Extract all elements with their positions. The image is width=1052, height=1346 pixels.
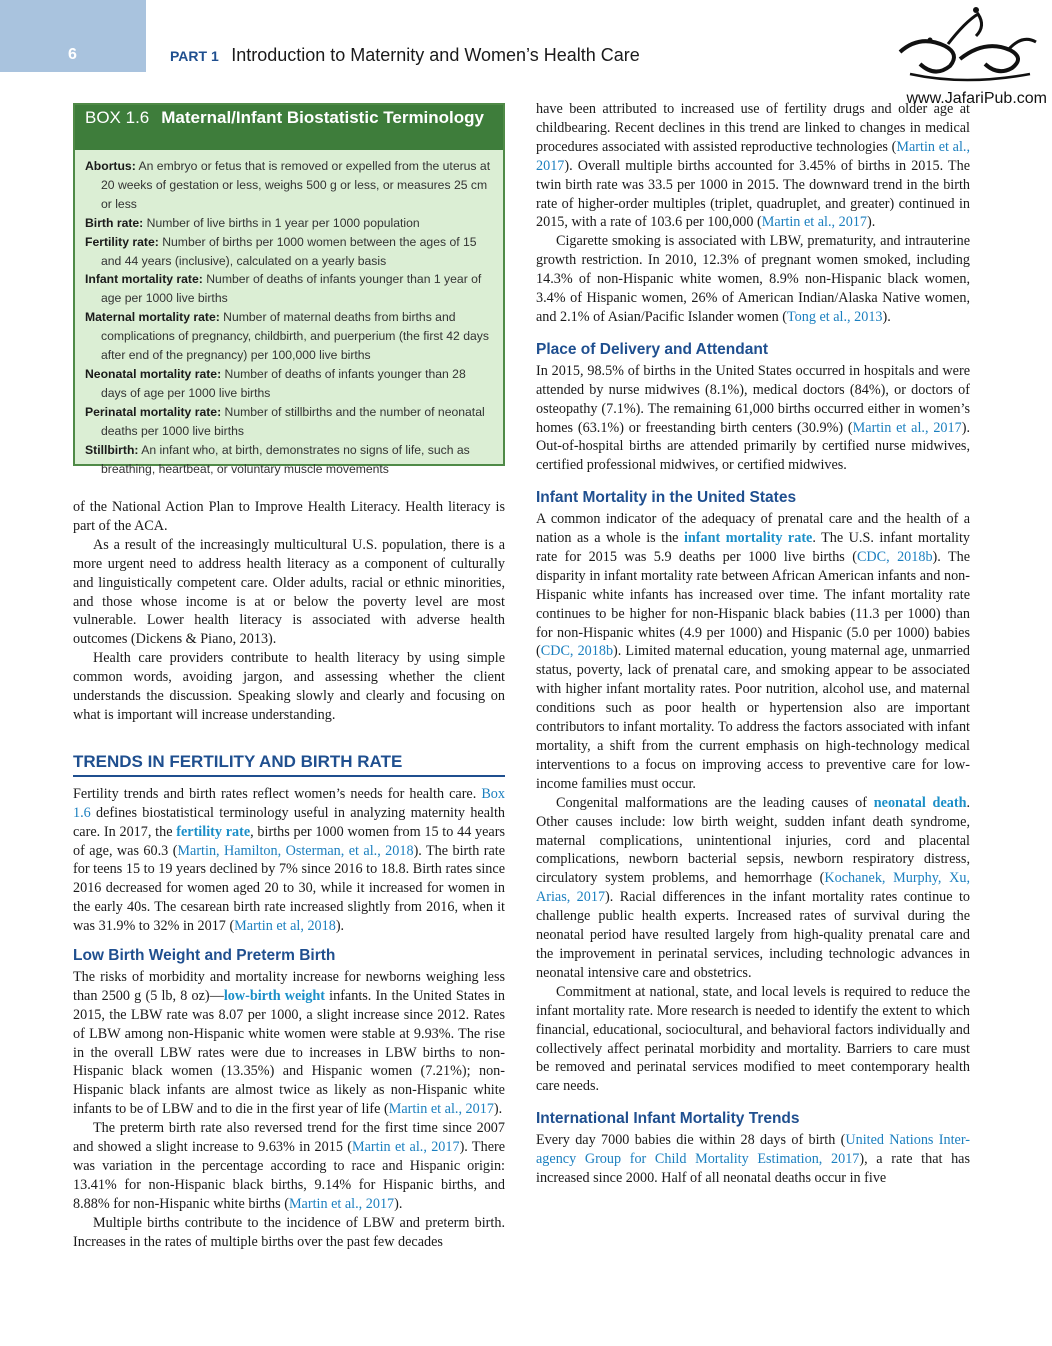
publisher-logo xyxy=(882,4,1047,110)
definition-item xyxy=(85,365,493,403)
definition-term: Neonatal mortality rate: xyxy=(85,366,222,381)
chapter-title: Introduction to Maternity and Women’s Health Care xyxy=(231,45,640,65)
subsection-heading: Low Birth Weight and Preterm Birth xyxy=(73,947,336,965)
definition-item xyxy=(85,441,493,479)
citation-link[interactable]: Tong et al., 2013 xyxy=(786,308,883,325)
box-title: Maternal/Infant Biostatistic Terminology xyxy=(161,108,484,127)
definition-item xyxy=(85,214,493,233)
page-number: 6 xyxy=(68,46,77,63)
paragraph: Health care providers contribute to health literacy by using simple common words, avoiding jargon, and assessing whether the client understands the discussion. Speaking slowly and clearly and focusing on what is important will increase understanding. xyxy=(73,650,505,723)
paragraph: Every day 7000 babies die within 28 days of birth (United Nations Inter-agency Group for Child Mortality Estimation, 2017), a rate that has increased since 2000. Half of all neonatal deaths occur in five xyxy=(536,1132,970,1186)
definition-text: Number of births per 1000 women between the ages of 15 and 44 years (inclusive), calculated on a yearly basis xyxy=(101,234,477,268)
glossary-term-link[interactable]: fertility rate xyxy=(176,823,251,840)
box-body xyxy=(75,150,503,478)
calligraphy-logo-icon xyxy=(890,4,1040,86)
box-reference-link[interactable]: Box 1.6 xyxy=(73,785,505,821)
citation-link[interactable]: United Nations Inter-agency Group for Child Mortality Estimation, 2017 xyxy=(536,1132,970,1168)
paragraph: Multiple births contribute to the incidence of LBW and preterm birth. Increases in the rates of multiple births over the past few decades xyxy=(73,1214,505,1250)
glossary-term-link[interactable]: infant mortality rate xyxy=(683,530,813,547)
logo-url: www.JafariPub.com xyxy=(906,90,1047,107)
glossary-term-link[interactable]: neonatal death xyxy=(873,794,967,811)
paragraph: As a result of the increasingly multicultural U.S. population, there is a more urgent need to address health literacy as a component of culturally and linguistically competent care. Older adults, racial or ethnic minorities, and those whose income is at or below the poverty level are most vulnerable. Lower health literacy is associated with adverse health outcomes (Dickens & Piano, 2013). xyxy=(73,536,505,648)
subsection-heading: International Infant Mortality Trends xyxy=(536,1110,800,1128)
definition-text: An infant who, at birth, demonstrates no signs of life, such as breathing, heartbeat, or voluntary muscle movements xyxy=(101,442,470,476)
paragraph: have been attributed to increased use of fertility drugs and older age at childbearing. Recent declines in this trend are linked to changes in medical procedures associated with assisted reproductive technologies (Martin et al., 2017). Overall multiple births accounted for 3.45% of births in 2015. The twin birth rate was 33.5 per 1000 in 2015. The downward trend in the birth rate of higher-order multiples (triplet, quadruplet, and greater) continued in 2015, with a rate of 103.6 per 100,000 (Martin et al., 2017). xyxy=(536,101,970,231)
paragraph: Cigarette smoking is associated with LBW, prematurity, and intrauterine growth restriction. In 2010, 12.3% of pregnant women smoked, including 14.3% of non-Hispanic white women, 8.9% non-Hispanic black women, 3.4% of Hispanic women, 26% of American Indian/Alaska Native women, and 2.1% of Asian/Pacific Islander women (Tong et al., 2013). xyxy=(536,233,970,325)
citation-link[interactable]: Martin et al., 2017 xyxy=(761,214,867,231)
glossary-term-link[interactable]: low-birth weight xyxy=(223,987,325,1004)
box-header xyxy=(75,105,503,150)
terminology-box xyxy=(73,103,505,476)
citation-link[interactable]: CDC, 2018b xyxy=(540,643,614,660)
subsection-heading: Infant Mortality in the United States xyxy=(536,489,797,507)
part-label: PART 1 xyxy=(170,48,219,64)
citation-link[interactable]: Martin et al., 2017 xyxy=(388,1101,494,1118)
definition-term: Infant mortality rate: xyxy=(85,272,203,287)
right-column xyxy=(536,100,970,1188)
definition-term: Birth rate: xyxy=(85,215,144,230)
definition-text: Number of maternal deaths from births and complications of pregnancy, childbirth, and puerperium (the first 42 days after end of the pregnancy) per 100,000 live births xyxy=(101,310,489,363)
citation-link[interactable]: Kochanek, Murphy, Xu, Arias, 2017 xyxy=(536,870,970,906)
definition-term: Fertility rate: xyxy=(85,234,159,249)
paragraph: Commitment at national, state, and local levels is required to reduce the infant mortality rate. More research is needed to identify the extent to which financial, educational, sociocultural, and behavioral factors individually and collectively affect perinatal morbidity and mortality. Barriers to care must be removed and perinatal services modified to meet contemporary health care needs. xyxy=(536,983,970,1095)
paragraph: of the National Action Plan to Improve Health Literacy. Health literacy is part of the ACA. xyxy=(73,499,505,534)
citation-link[interactable]: Martin et al, 2018 xyxy=(234,918,336,935)
paragraph: In 2015, 98.5% of births in the United States occurred in hospitals and were attended by nurse midwives (8.1%), medical doctors (84%), or doctors of osteopathy (7.1%). The remaining 61,000 births occurred either in women’s homes (63.1%) or freestanding birth centers (30.9%) (Martin et al., 2017). Out-of-hospital births are attended primarily by certified nurse midwives, certified professional midwives, or certified midwives. xyxy=(536,362,970,474)
citation-link[interactable]: Martin et al., 2017 xyxy=(536,138,970,174)
paragraph: Congenital malformations are the leading causes of neonatal death. Other causes include: low birth weight, sudden infant death syndrome, maternal complications, unintentional injuries, cord and placental complications, newborn bacterial sepsis, newborn respiratory distress, circulatory system problems, and hemorrhage (Kochanek, Murphy, Xu, Arias, 2017). Racial differences in the infant mortality rates continue to challenge public health experts. Increased rates of survival during the neonatal period have resulted largely from high-quality prenatal care and the improvement in perinatal services, including technologic advances in neonatal intensive care and obstetrics. xyxy=(536,794,971,981)
citation-link[interactable]: Martin et al., 2017 xyxy=(288,1195,395,1212)
box-label: BOX 1.6 xyxy=(85,108,150,127)
definition-item xyxy=(85,403,493,441)
citation-link[interactable]: Martin, Hamilton, Osterman, et al., 2018 xyxy=(177,842,414,859)
paragraph: The risks of morbidity and mortality increase for newborns weighing less than 2500 g (5 lb, 8 oz)—low-birth weight infants. In the United States in 2015, the LBW rate was 8.07 per 1000, a slight increase since 2012. Rates of LBW among non-Hispanic white women were stable at 9.93%. The rise in the overall LBW rates were due to increases in LBW births to non-Hispanic black women (13.35%) and Hispanic women (7.21%); non-Hispanic black infants are almost twice as likely as non-Hispanic white infants to be of LBW and to die in the first year of life (Martin et al., 2017). xyxy=(73,968,505,1118)
definition-item xyxy=(85,308,493,365)
definition-term: Stillbirth: xyxy=(85,442,139,457)
paragraph: Fertility trends and birth rates reflect women’s needs for health care. Box 1.6 defines biostatistical terminology useful in analyzing maternity health care. In 2017, the fertility rate, births per 1000 women from 15 to 44 years of age, was 60.3 (Martin, Hamilton, Osterman, et al., 2018). The birth rate for teens 15 to 19 years declined by 7% since 2016 to 18.8. Birth rates since 2016 decreased for women aged 20 to 30, while it increased for women in the early 40s. The cesarean birth rate increased slightly from 2016, when it was 31.9% to 32% in 2017 (Martin et al, 2018). xyxy=(73,785,505,935)
definition-item xyxy=(85,270,493,308)
section-heading: TRENDS IN FERTILITY AND BIRTH RATE xyxy=(73,753,505,777)
definition-text: Number of deaths of infants younger than 1 year of age per 1000 live births xyxy=(101,272,482,306)
page-number-tab xyxy=(0,0,146,72)
running-head xyxy=(170,45,640,66)
citation-link[interactable]: CDC, 2018b xyxy=(856,548,933,565)
definition-text: An embryo or fetus that is removed or expelled from the uterus at 20 weeks of gestation or less, weighs 500 g or less, or measures 25 cm or less xyxy=(101,159,491,211)
left-column xyxy=(73,498,505,1252)
citation-link[interactable]: Martin et al., 2017 xyxy=(352,1139,460,1156)
definition-text: Number of live births in 1 year per 1000 population xyxy=(146,215,420,230)
definition-term: Perinatal mortality rate: xyxy=(85,404,222,419)
definition-term: Abortus: xyxy=(85,159,136,173)
definition-item xyxy=(85,157,493,214)
definition-text: Number of stillbirths and the number of neonatal deaths per 1000 live births xyxy=(101,404,485,438)
definition-term: Maternal mortality rate: xyxy=(85,310,220,325)
paragraph: A common indicator of the adequacy of prenatal care and the health of a nation as a whole is the infant mortality rate. The U.S. infant mortality rate for 2015 was 5.9 deaths per 1000 live births (CDC, 2018b). The disparity in infant mortality rate between African American infants and non-Hispanic white infants has increased over time. The infant mortality rate continues to be higher for non-Hispanic black babies (11.3 per 1000) than for non-Hispanic whites (4.9 per 1000) and Hispanic (5.0 per 1000) babies (CDC, 2018b). Limited maternal education, young maternal age, unmarried status, poverty, lack of prenatal care, and smoking appear to be associated with higher infant mortality rates. Poor nutrition, alcohol use, and maternal conditions such as poor health or hypertension also are important contributors to infant mortality. To address the factors associated with infant mortality, a shift from the current emphasis on high-technology medical interventions to a focus on improving access to preventive care for low-income families must occur. xyxy=(536,511,971,792)
definition-text: Number of deaths of infants younger than 28 days of age per 1000 live births xyxy=(101,366,466,400)
paragraph: The preterm birth rate also reversed trend for the first time since 2007 and showed a slight increase to 9.63% in 2015 (Martin et al., 2017). There was variation in the percentage according to race and Hispanic origin: 13.41% for non-Hispanic black births, 9.14% for Hispanic births, and 8.88% for non-Hispanic white births (Martin et al., 2017). xyxy=(73,1120,506,1212)
citation-link[interactable]: Martin et al., 2017 xyxy=(852,419,962,436)
subsection-heading: Place of Delivery and Attendant xyxy=(536,340,768,358)
definition-item xyxy=(85,233,493,271)
